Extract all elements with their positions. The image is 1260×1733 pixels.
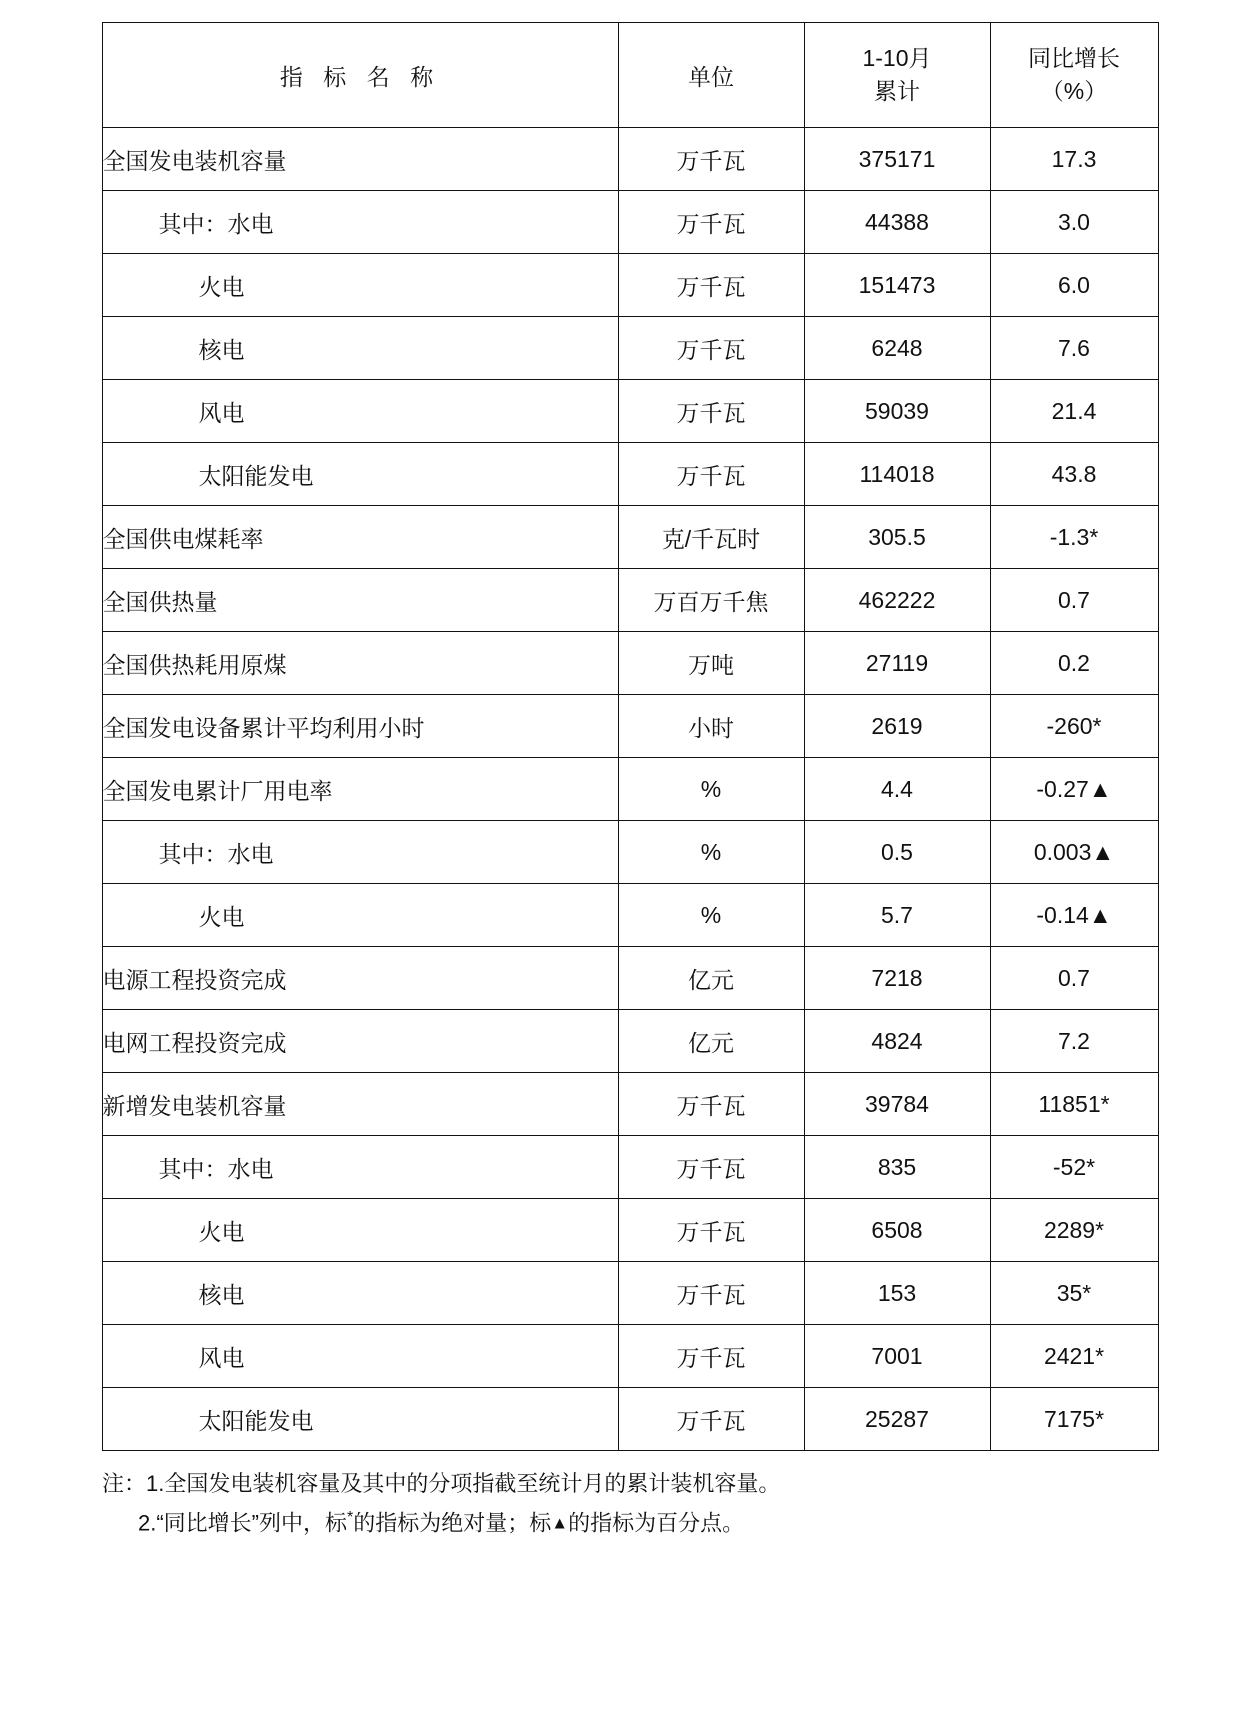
cell-value: 6508: [804, 1199, 990, 1262]
cell-value: 835: [804, 1136, 990, 1199]
cell-value: 5.7: [804, 884, 990, 947]
table-header-row: [102, 23, 1158, 128]
cell-growth: 7.6: [990, 317, 1158, 380]
cell-value: 59039: [804, 380, 990, 443]
cell-value: 39784: [804, 1073, 990, 1136]
cell-unit: %: [618, 758, 804, 821]
column-header-growth-line2: （%）: [1040, 78, 1108, 104]
cell-growth: -1.3*: [990, 506, 1158, 569]
table-row: [102, 884, 1158, 947]
column-header-growth-line1: 同比增长: [1028, 45, 1120, 72]
cell-unit: 亿元: [618, 947, 804, 1010]
cell-indicator-name: 太阳能发电: [102, 1388, 618, 1451]
cell-indicator-name: 全国发电设备累计平均利用小时: [102, 695, 618, 758]
cell-growth: 2421*: [990, 1325, 1158, 1388]
cell-indicator-name: 电源工程投资完成: [102, 947, 618, 1010]
table-row: [102, 632, 1158, 695]
cell-unit: 万千瓦: [618, 1262, 804, 1325]
cell-indicator-name: 其中：水电: [102, 191, 618, 254]
note-line-2: [102, 1504, 1158, 1543]
cell-unit: 万千瓦: [618, 1325, 804, 1388]
cell-indicator-name: 全国供热量: [102, 569, 618, 632]
table-row: [102, 1325, 1158, 1388]
cell-growth: 43.8: [990, 443, 1158, 506]
cell-indicator-name: 全国供电煤耗率: [102, 506, 618, 569]
cell-unit: 万千瓦: [618, 254, 804, 317]
cell-indicator-name: 核电: [102, 1262, 618, 1325]
cell-value: 25287: [804, 1388, 990, 1451]
column-header-indicator-name: 指 标 名 称: [102, 23, 618, 128]
table-row: [102, 569, 1158, 632]
cell-indicator-name: 风电: [102, 380, 618, 443]
cell-growth: 17.3: [990, 128, 1158, 191]
cell-indicator-name: 太阳能发电: [102, 443, 618, 506]
cell-growth: 2289*: [990, 1199, 1158, 1262]
cell-unit: 万千瓦: [618, 191, 804, 254]
table-row: [102, 1388, 1158, 1451]
cell-unit: 万千瓦: [618, 1136, 804, 1199]
table-row: [102, 821, 1158, 884]
cell-value: 305.5: [804, 506, 990, 569]
cell-unit: %: [618, 884, 804, 947]
cell-value: 7218: [804, 947, 990, 1010]
table-row: [102, 1073, 1158, 1136]
cell-unit: 万千瓦: [618, 380, 804, 443]
column-header-growth: [990, 23, 1158, 128]
cell-growth: 3.0: [990, 191, 1158, 254]
cell-value: 6248: [804, 317, 990, 380]
table-row: [102, 1010, 1158, 1073]
statistics-table: [102, 22, 1159, 1451]
cell-indicator-name: 全国供热耗用原煤: [102, 632, 618, 695]
cell-growth: 0.7: [990, 569, 1158, 632]
cell-unit: 万千瓦: [618, 317, 804, 380]
cell-growth: 7.2: [990, 1010, 1158, 1073]
cell-indicator-name: 其中：水电: [102, 1136, 618, 1199]
table-row: [102, 506, 1158, 569]
table-row: [102, 191, 1158, 254]
cell-value: 0.5: [804, 821, 990, 884]
cell-growth: 35*: [990, 1262, 1158, 1325]
cell-unit: 克/千瓦时: [618, 506, 804, 569]
cell-growth: 0.7: [990, 947, 1158, 1010]
cell-unit: 万百万千焦: [618, 569, 804, 632]
cell-value: 375171: [804, 128, 990, 191]
cell-unit: 万千瓦: [618, 1388, 804, 1451]
cell-value: 27119: [804, 632, 990, 695]
table-row: [102, 443, 1158, 506]
cell-indicator-name: 新增发电装机容量: [102, 1073, 618, 1136]
column-header-value-line1: 1-10月: [862, 45, 932, 72]
cell-growth: -0.27▲: [990, 758, 1158, 821]
table-row: [102, 1199, 1158, 1262]
cell-value: 4.4: [804, 758, 990, 821]
cell-unit: 亿元: [618, 1010, 804, 1073]
cell-value: 44388: [804, 191, 990, 254]
note2-part-a: 2.“同比增长”列中，标: [138, 1509, 348, 1535]
cell-indicator-name: 火电: [102, 1199, 618, 1262]
table-row: [102, 380, 1158, 443]
cell-growth: 0.003▲: [990, 821, 1158, 884]
column-header-value: [804, 23, 990, 128]
cell-indicator-name: 其中：水电: [102, 821, 618, 884]
cell-unit: %: [618, 821, 804, 884]
cell-value: 153: [804, 1262, 990, 1325]
note2-part-c: 的指标为百分点。: [568, 1509, 745, 1535]
cell-indicator-name: 全国发电装机容量: [102, 128, 618, 191]
note-triangle-mark: ▲: [551, 1512, 569, 1532]
table-row: [102, 695, 1158, 758]
cell-growth: 21.4: [990, 380, 1158, 443]
table-notes: [102, 1465, 1158, 1542]
cell-growth: -0.14▲: [990, 884, 1158, 947]
cell-growth: 6.0: [990, 254, 1158, 317]
table-row: [102, 947, 1158, 1010]
cell-growth: 7175*: [990, 1388, 1158, 1451]
cell-indicator-name: 风电: [102, 1325, 618, 1388]
table-row: [102, 317, 1158, 380]
table-row: [102, 1262, 1158, 1325]
table-body: [102, 128, 1158, 1451]
cell-unit: 万吨: [618, 632, 804, 695]
cell-unit: 万千瓦: [618, 1199, 804, 1262]
cell-unit: 万千瓦: [618, 1073, 804, 1136]
note2-part-b: 的指标为绝对量；标: [353, 1509, 552, 1535]
cell-unit: 小时: [618, 695, 804, 758]
cell-indicator-name: 全国发电累计厂用电率: [102, 758, 618, 821]
table-header: [102, 23, 1158, 128]
cell-indicator-name: 电网工程投资完成: [102, 1010, 618, 1073]
cell-value: 4824: [804, 1010, 990, 1073]
table-row: [102, 758, 1158, 821]
cell-indicator-name: 核电: [102, 317, 618, 380]
cell-unit: 万千瓦: [618, 443, 804, 506]
note-star-mark: *: [347, 1508, 354, 1526]
cell-value: 2619: [804, 695, 990, 758]
table-row: [102, 128, 1158, 191]
cell-value: 7001: [804, 1325, 990, 1388]
cell-growth: -52*: [990, 1136, 1158, 1199]
column-header-value-line2: 累计: [874, 78, 920, 104]
cell-indicator-name: 火电: [102, 254, 618, 317]
cell-value: 151473: [804, 254, 990, 317]
cell-value: 114018: [804, 443, 990, 506]
note-line-1: 注：1.全国发电装机容量及其中的分项指截至统计月的累计装机容量。: [102, 1471, 781, 1496]
column-header-unit: 单位: [618, 23, 804, 128]
cell-indicator-name: 火电: [102, 884, 618, 947]
table-row: [102, 1136, 1158, 1199]
cell-unit: 万千瓦: [618, 128, 804, 191]
cell-growth: 0.2: [990, 632, 1158, 695]
cell-growth: -260*: [990, 695, 1158, 758]
cell-growth: 11851*: [990, 1073, 1158, 1136]
table-row: [102, 254, 1158, 317]
cell-value: 462222: [804, 569, 990, 632]
